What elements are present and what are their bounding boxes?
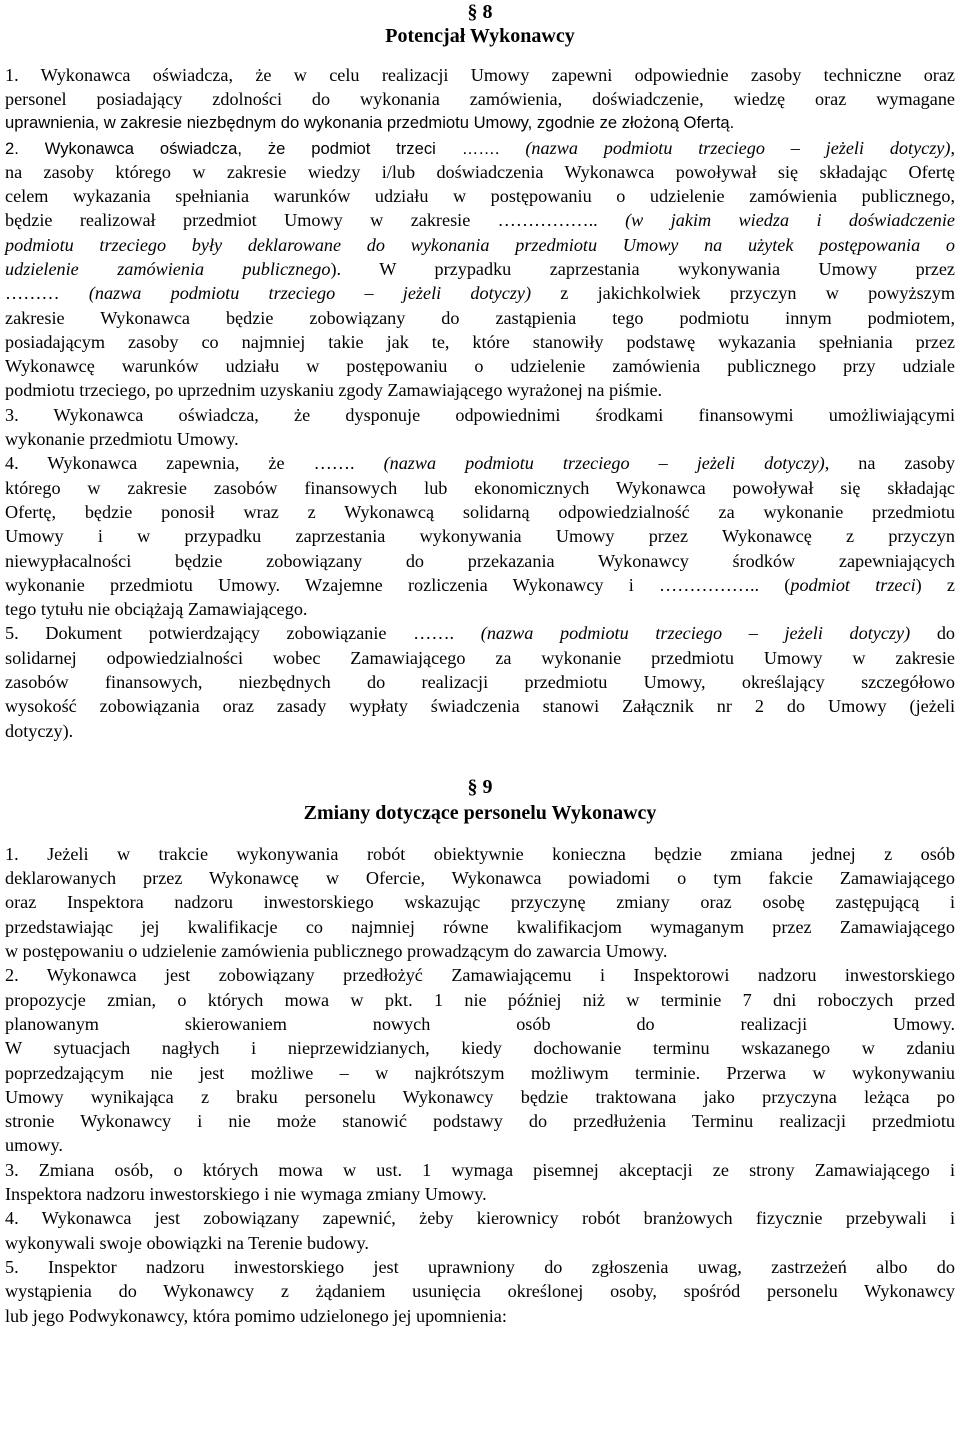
paragraph-line: oraz Inspektora nadzoru inwestorskiego wskazując przyczynę zmiany oraz osobę zastępującą i — [5, 892, 955, 912]
paragraph-line: przedstawiając jej kwalifikacje co najmniej równe kwalifikacjom wymaganym przez Zamawiającego — [5, 917, 955, 937]
paragraph-line: 3. Zmiana osób, o których mowa w ust. 1 wymaga pisemnej akceptacji ze strony Zamawiającego i — [5, 1160, 955, 1180]
paragraph-line: 5. Inspektor nadzoru inwestorskiego jest uprawniony do zgłoszenia uwag, zastrzeżeń albo do — [5, 1257, 955, 1277]
paragraph-line: zakresie Wykonawca będzie zobowiązany do zastąpienia tego podmiotu innym podmiotem, — [5, 308, 955, 328]
paragraph-line: 4. Wykonawca jest zobowiązany zapewnić, żeby kierownicy robót branżowych fizycznie przebywali i — [5, 1208, 955, 1228]
paragraph-line: Inspektora nadzoru inwestorskiego i nie wymaga zmiany Umowy. — [5, 1184, 487, 1204]
paragraph-line: na zasoby którego w zakresie wiedzy i/lub doświadczenia Wykonawca powoływał się składając Ofertę — [5, 162, 955, 182]
paragraph-line: deklarowanych przez Wykonawcę w Ofercie, Wykonawca powiadomi o tym fakcie Zamawiającego — [5, 868, 955, 888]
section-9-title: Zmiany dotyczące personelu Wykonawcy — [303, 802, 657, 824]
paragraph-line: poprzedzającym nie jest możliwe – w najkrótszym możliwym terminie. Przerwa w wykonywaniu — [5, 1063, 955, 1083]
paragraph-line: podmiotu trzeciego były deklarowane do wykonania przedmiotu Umowy na użytek postępowania o — [5, 235, 955, 255]
paragraph-line: zasobów finansowych, niezbędnych do realizacji przedmiotu Umowy, określający szczegółowo — [5, 672, 955, 692]
paragraph-line: 5. Dokument potwierdzający zobowiązanie ……. (nazwa podmiotu trzeciego – jeżeli dotyczy) do — [5, 623, 955, 643]
paragraph-line: personel posiadający zdolności do wykonania zamówienia, doświadczenie, wiedzę oraz wymagane — [5, 89, 955, 109]
paragraph-line: 3. Wykonawca oświadcza, że dysponuje odpowiednimi środkami finansowymi umożliwiającymi — [5, 405, 955, 425]
paragraph-line: 4. Wykonawca zapewnia, że ……. (nazwa podmiotu trzeciego – jeżeli dotyczy), na zasoby — [5, 453, 956, 473]
paragraph-line: wysokość zobowiązania oraz zasady wypłaty świadczenia stanowi Załącznik nr 2 do Umowy (jeżeli — [5, 696, 955, 716]
paragraph-line: lub jego Podwykonawcy, która pomimo udzielonego jej upomnienia: — [5, 1306, 507, 1326]
paragraph-line: Ofertę, będzie ponosił wraz z Wykonawcą solidarną odpowiedzialność za wykonanie przedmiotu — [5, 502, 955, 522]
paragraph-line: 2. Wykonawca oświadcza, że podmiot trzeci ……. (nazwa podmiotu trzeciego – jeżeli dotyczy), — [5, 138, 955, 158]
paragraph-line: W sytuacjach nagłych i nieprzewidzianych, kiedy dochowanie terminu wskazanego w zdaniu — [5, 1038, 955, 1058]
paragraph-line: Wykonawcę warunków udziału w postępowaniu o udzielenie zamówienia publicznego przy udziale — [5, 356, 955, 376]
paragraph-line: tego tytułu nie obciążają Zamawiającego. — [5, 599, 308, 619]
paragraph-line: wystąpienia do Wykonawcy z żądaniem usunięcia określonej osoby, spośród personelu Wykonawcy — [5, 1281, 955, 1301]
paragraph-line: Umowy i w przypadku zaprzestania wykonywania Umowy przez Wykonawcę z przyczyn — [5, 526, 955, 546]
paragraph-line: 1. Jeżeli w trakcie wykonywania robót obiektywnie konieczna będzie zmiana jednej z osób — [5, 844, 955, 864]
section-8-number: § 8 — [467, 1, 493, 23]
paragraph-line: w postępowaniu o udzielenie zamówienia publicznego prowadzącym do zawarcia Umowy. — [5, 941, 668, 961]
paragraph-line: podmiotu trzeciego, po uprzednim uzyskaniu zgody Zamawiającego wyrażonej na piśmie. — [5, 380, 663, 400]
paragraph-line: Umowy wynikająca z braku personelu Wykonawcy będzie traktowana jako przyczyna leżąca po — [5, 1087, 955, 1107]
paragraph-line: umowy. — [5, 1135, 63, 1155]
paragraph-line: wykonanie przedmiotu Umowy. — [5, 429, 239, 449]
paragraph-line: posiadającym zasoby co najmniej takie jak te, które stanowiły podstawę wykazania spełniania przez — [5, 332, 955, 352]
paragraph-line: którego w zakresie zasobów finansowych lub ekonomicznych Wykonawca powoływał się składając — [5, 478, 955, 498]
paragraph-line: 2. Wykonawca jest zobowiązany przedłożyć Zamawiającemu i Inspektorowi nadzoru inwestorskiego — [5, 965, 955, 985]
paragraph-line: dotyczy). — [5, 721, 74, 741]
paragraph-line: będzie realizował przedmiot Umowy w zakresie …………….. (w jakim wiedza i doświadczenie — [5, 210, 955, 230]
paragraph-line: 1. Wykonawca oświadcza, że w celu realizacji Umowy zapewni odpowiednie zasoby techniczne oraz — [5, 65, 955, 85]
paragraph-line: solidarnej odpowiedzialności wobec Zamawiającego za wykonanie przedmiotu Umowy w zakresie — [5, 648, 955, 668]
paragraph-line: udzielenie zamówienia publicznego). W przypadku zaprzestania wykonywania Umowy przez — [5, 259, 955, 279]
paragraph-line: uprawnienia, w zakresie niezbędnym do wykonania przedmiotu Umowy, zgodnie ze złożoną Ofertą. — [5, 113, 735, 132]
paragraph-line: planowanym skierowaniem nowych osób do realizacji Umowy. — [5, 1014, 955, 1034]
section-8-title: Potencjał Wykonawcy — [385, 25, 575, 47]
paragraph-line: ……… (nazwa podmiotu trzeciego – jeżeli dotyczy) z jakichkolwiek przyczyn w powyższym — [5, 283, 955, 303]
paragraph-line: propozycje zmian, o których mowa w pkt. 1 nie później niż w terminie 7 dni roboczych przed — [5, 990, 955, 1010]
paragraph-line: niewypłacalności będzie zobowiązany do przekazania Wykonawcy środków zapewniających — [5, 551, 955, 571]
paragraph-line: wykonanie przedmiotu Umowy. Wzajemne rozliczenia Wykonawcy i …………….. (podmiot trzeci) z — [5, 575, 955, 595]
paragraph-line: wykonywali swoje obowiązki na Terenie budowy. — [5, 1233, 369, 1253]
paragraph-line: stronie Wykonawcy i nie może stanowić podstawy do przedłużenia Terminu realizacji przedmiotu — [5, 1111, 955, 1131]
section-9-number: § 9 — [467, 776, 493, 798]
paragraph-line: celem wykazania spełniania warunków udziału w postępowaniu o udzielenie zamówienia publicznego, — [5, 186, 955, 206]
